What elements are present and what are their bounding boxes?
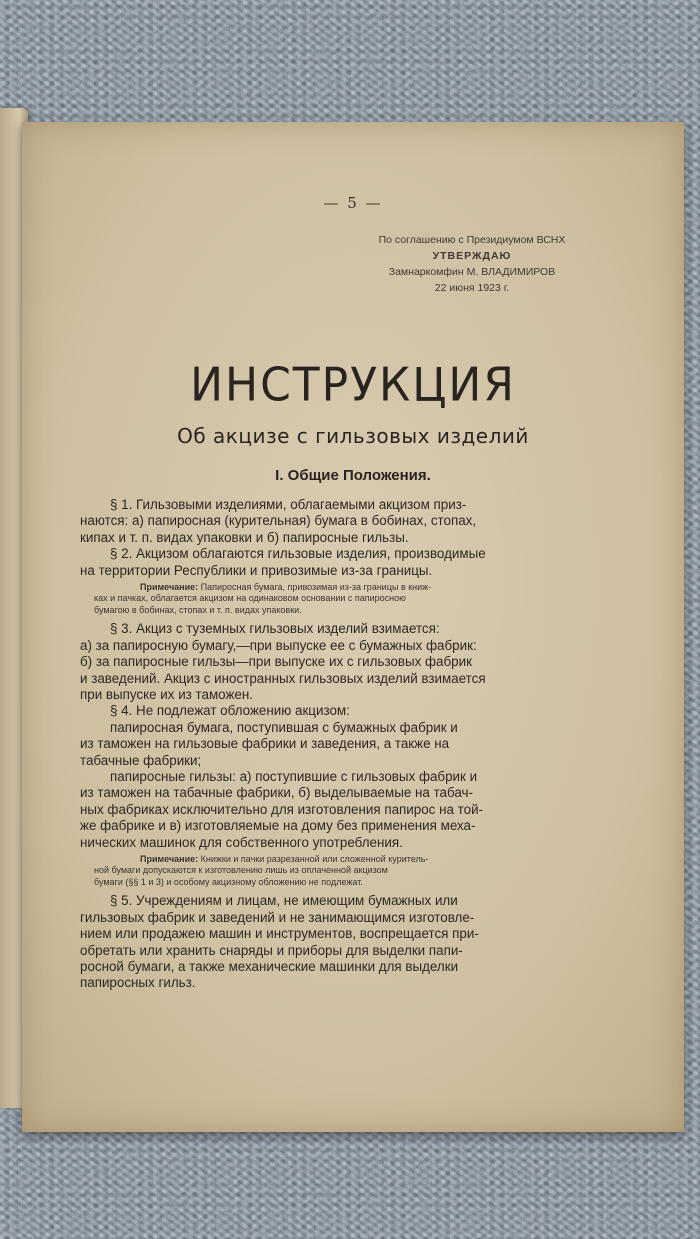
note-2-line: Книжки и пачки разрезанной или сложенной куритель- <box>200 853 429 864</box>
paragraph-1-line: § 1. Гильзовыми изделиями, облагаемыми акцизом приз- <box>110 497 467 512</box>
note-1-line: ках и пачках, облагается акцизом на одинаковом основании с папиросною <box>94 593 406 604</box>
paragraph-5-line: § 5. Учреждениям и лицам, не имеющим бумажных или <box>110 893 458 909</box>
note-1-line: бумагою в бобинах, стопах и т. п. видах упаковки. <box>94 604 302 615</box>
paragraph-1-line: наются: а) папиросная (курительная) бумага в бобинах, стопах, <box>80 513 477 529</box>
approval-line-date: 22 июня 1923 г. <box>434 282 510 294</box>
note-2-line: бумаги (§§ 1 и 3) и особому акцизному обложению не подлежат. <box>94 876 363 887</box>
paragraph-4-line: табачные фабрики; <box>80 752 202 768</box>
paragraph-4-line: папиросная бумага, поступившая с бумажных фабрик и <box>110 719 458 735</box>
paragraph-4-line: § 4. Не подлежат обложению акцизом: <box>110 703 350 719</box>
document-subtitle: Об акцизе с гильзовых изделий <box>177 424 529 448</box>
paragraph-5-line: обретать или хранить снаряды и приборы для выделки папи- <box>80 942 463 958</box>
document-page <box>22 122 684 1132</box>
paragraph-4-line: нических машинок для собственного употребления. <box>80 834 403 850</box>
paragraph-5-line: нием или продажею машин и инструментов, воспрещается при- <box>80 926 479 942</box>
paragraph-3-line: при выпуске их из таможен. <box>80 687 253 703</box>
paragraph-1-line: кипах и т. п. видах упаковки и б) папиросные гильзы. <box>80 529 409 545</box>
paragraph-5-line: росной бумаги, а также механические машинки для выделки <box>80 958 459 974</box>
paragraph-3-line: и заведений. Акциз с иностранных гильзовых изделий взимается <box>80 670 486 686</box>
page-number: — 5 — <box>323 194 383 212</box>
approval-stamp <box>322 232 622 296</box>
paragraph-5-line: папиросных гильз. <box>80 975 196 991</box>
note-1 <box>80 582 580 617</box>
paragraph-3-line: б) за папиросные гильзы—при выпуске их с гильзовых фабрик <box>80 654 472 670</box>
section-title: I. Общие Положения. <box>275 467 431 484</box>
paragraph-4-line: же фабрике и в) изготовляемые на дому без применения меха- <box>80 818 476 834</box>
approval-line-signatory: Замнаркомфин М. ВЛАДИМИРОВ <box>388 266 556 278</box>
paragraph-5-line: гильзовых фабрик и заведений и не занимающимся изготовле- <box>80 909 475 925</box>
paragraph-3-line: § 3. Акциз с туземных гильзовых изделий взимается: <box>110 621 440 637</box>
document-title: ИНСТРУКЦИЯ <box>190 358 516 413</box>
paragraph-3-line: а) за папиросную бумагу,—при выпуске ее с бумажных фабрик: <box>80 637 477 653</box>
note-2 <box>80 854 580 889</box>
note-2-label: Примечание: <box>140 853 199 864</box>
paragraph-4-line: из таможен на гильзовые фабрики и заведения, а также на <box>80 736 450 752</box>
paragraph-4-line: папиросные гильзы: а) поступившие с гильзовых фабрик и <box>110 768 478 784</box>
paragraph-2-line: § 2. Акцизом облагаются гильзовые изделия, производимые <box>110 546 486 562</box>
body-text <box>80 497 580 992</box>
note-2-line: ной бумаги допускаются к изготовлению лишь из оплаченной акцизом <box>94 865 388 876</box>
note-1-line: Папиросная бумага, привозимая из-за границы в книж- <box>200 581 432 592</box>
paragraph-2-line: на территории Республики и привозимые из-за границы. <box>80 562 433 578</box>
approval-line-agreement: По соглашению с Президиумом ВСНХ <box>378 234 566 246</box>
paragraph-4-line: ных фабриках исключительно для изготовления папирос на той- <box>80 801 484 817</box>
paragraph-4-line: из таможен на табачные фабрики, б) выделываемые на табач- <box>80 785 473 801</box>
approval-line-approve: УТВЕРЖДАЮ <box>432 250 512 262</box>
note-1-label: Примечание: <box>140 581 199 592</box>
